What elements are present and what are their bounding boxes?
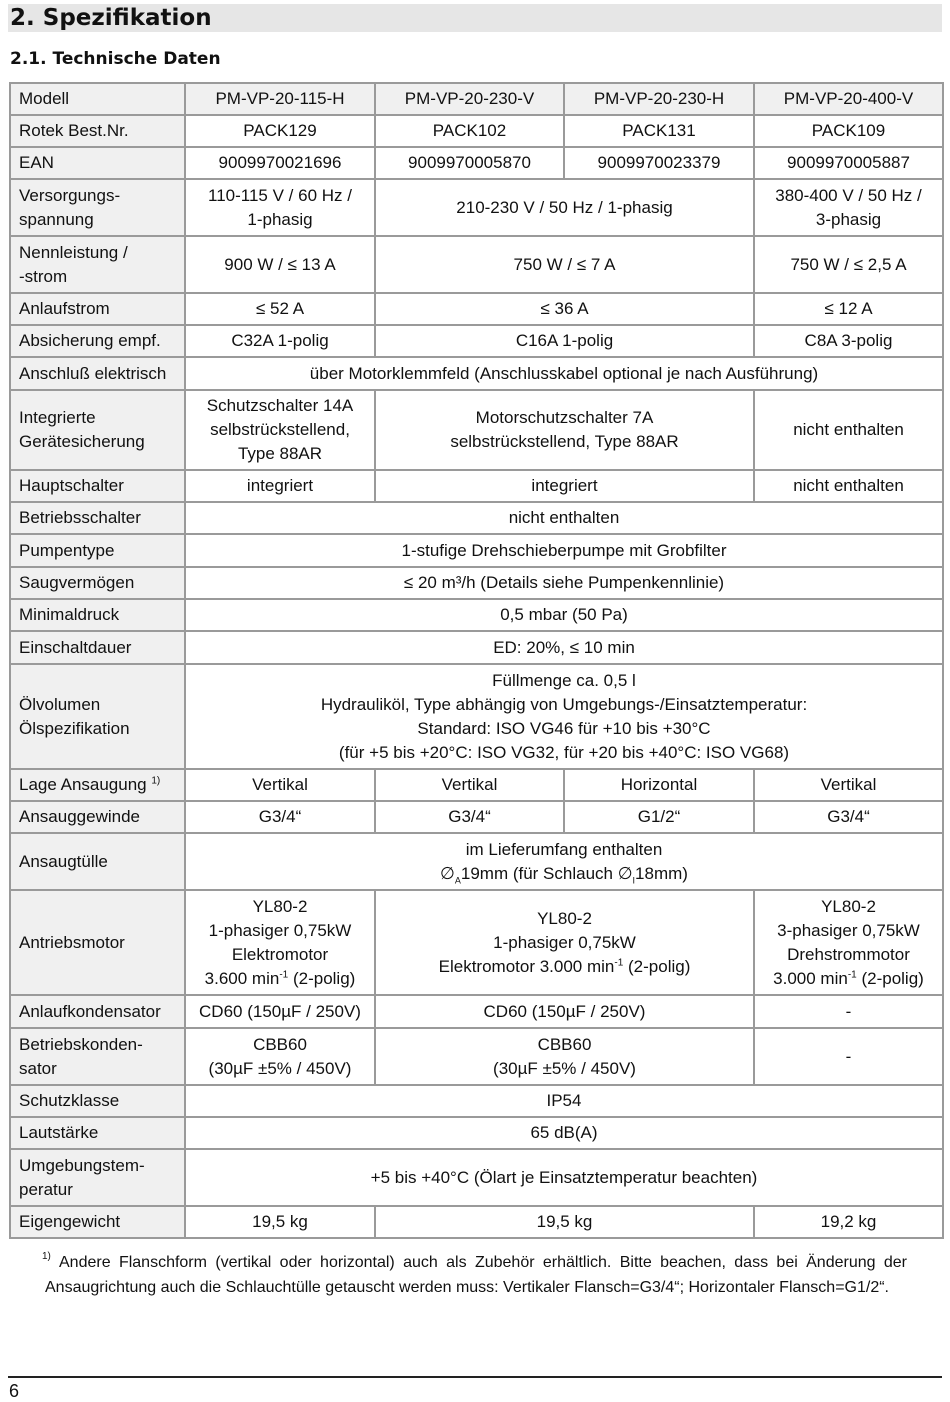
footnote: [42, 1250, 907, 1300]
table-cell: ≤ 12 A: [754, 293, 943, 325]
table-cell: G3/4“: [185, 801, 375, 833]
table-cell: 380-400 V / 50 Hz / 3-phasig: [754, 179, 943, 236]
table-cell: 900 W / ≤ 13 A: [185, 236, 375, 293]
row-label: Rotek Best.Nr.: [10, 115, 185, 147]
row-label: Lautstärke: [10, 1117, 185, 1149]
table-cell: ≤ 36 A: [375, 293, 754, 325]
row-label: Einschaltdauer: [10, 631, 185, 664]
table-row-power: [10, 236, 943, 293]
row-label: Ölvolumen Ölspezifikation: [10, 664, 185, 769]
table-cell: CD60 (150µF / 250V): [185, 995, 375, 1028]
table-row-pump-type: [10, 534, 943, 567]
row-label: Versorgungs- spannung: [10, 179, 185, 236]
footnote-text: Andere Flanschform (vertikal oder horizontal) auch als Zubehör erhältlich. Bitte beachen, dass bei Änderung der Ansaugrichtung auch die Schlauchtülle getauscht werden muss: Vertikaler Flansch=G3/4“; Horizontaler Flansch=G1/2“.: [45, 1254, 907, 1296]
table-row-supply: [10, 179, 943, 236]
row-label: Integrierte Gerätesicherung: [10, 390, 185, 470]
table-cell: YL80-2 3-phasiger 0,75kW Drehstrommotor 3.000 $\min^{-1}$ (2-polig): [754, 890, 943, 995]
table-cell: nicht enthalten: [754, 390, 943, 470]
footer-rule: [8, 1376, 942, 1378]
table-row-ambient: [10, 1149, 943, 1206]
table-cell: Horizontal: [564, 769, 754, 801]
row-label: Ansaugtülle: [10, 833, 185, 890]
table-row-suction: [10, 567, 943, 599]
table-cell: G1/2“: [564, 801, 754, 833]
table-row-motor: [10, 890, 943, 995]
table-cell: 0,5 mbar (50 Pa): [185, 599, 943, 631]
table-cell: im Lieferumfang enthalten $\emptyset_A19mm$ (für Schlauch $\emptyset_I18mm$): [185, 833, 943, 890]
table-row-connection: [10, 357, 943, 390]
table-cell: 750 W / ≤ 7 A: [375, 236, 754, 293]
model-cell: PM-VP-20-230-H: [564, 83, 754, 115]
diameter-icon: ∅: [440, 863, 455, 883]
table-row-intake-position: [10, 769, 943, 801]
table-row-run-capacitor: [10, 1028, 943, 1085]
footnote-marker: 1): [42, 1251, 51, 1262]
table-cell: Motorschutzschalter 7A selbstrückstellend, Type 88AR: [375, 390, 754, 470]
table-row-oil: [10, 664, 943, 769]
subsection-heading: 2.1. Technische Daten: [10, 49, 221, 69]
table-row-order-number: [10, 115, 943, 147]
row-label: Anschluß elektrisch: [10, 357, 185, 390]
table-cell: 750 W / ≤ 2,5 A: [754, 236, 943, 293]
table-cell: 110-115 V / 60 Hz / 1-phasig: [185, 179, 375, 236]
table-cell: ED: 20%, ≤ 10 min: [185, 631, 943, 664]
table-cell: -: [754, 1028, 943, 1085]
table-row-noise: [10, 1117, 943, 1149]
table-cell: 9009970005870: [375, 147, 564, 179]
row-label: Ansauggewinde: [10, 801, 185, 833]
table-cell: über Motorklemmfeld (Anschlusskabel optional je nach Ausführung): [185, 357, 943, 390]
table-cell: 1-stufige Drehschieberpumpe mit Grobfilter: [185, 534, 943, 567]
row-label: Betriebsschalter: [10, 502, 185, 534]
table-cell: 19,5 kg: [185, 1206, 375, 1238]
table-cell: 9009970021696: [185, 147, 375, 179]
section-heading: 2. Spezifikation: [8, 4, 942, 32]
table-cell: 210-230 V / 50 Hz / 1-phasig: [375, 179, 754, 236]
table-row-main-switch: [10, 470, 943, 502]
table-cell: Vertikal: [754, 769, 943, 801]
row-label: Umgebungstem- peratur: [10, 1149, 185, 1206]
table-cell: 65 dB(A): [185, 1117, 943, 1149]
table-cell: CBB60 (30µF ±5% / 450V): [375, 1028, 754, 1085]
table-cell: PACK129: [185, 115, 375, 147]
table-row-duty: [10, 631, 943, 664]
row-label: EAN: [10, 147, 185, 179]
spec-table: [9, 82, 944, 1239]
row-label: Schutzklasse: [10, 1085, 185, 1117]
table-cell: YL80-2 1-phasiger 0,75kW Elektromotor 3.600 $\min^{-1}$ (2-polig): [185, 890, 375, 995]
table-cell: CBB60 (30µF ±5% / 450V): [185, 1028, 375, 1085]
model-cell: PM-VP-20-115-H: [185, 83, 375, 115]
row-label: Betriebskonden- sator: [10, 1028, 185, 1085]
row-label: Nennleistung / -strom: [10, 236, 185, 293]
row-label: Anlaufkondensator: [10, 995, 185, 1028]
table-row-protection: [10, 390, 943, 470]
table-cell: 9009970023379: [564, 147, 754, 179]
table-cell: C8A 3-polig: [754, 325, 943, 357]
table-cell: G3/4“: [754, 801, 943, 833]
table-row-weight: [10, 1206, 943, 1238]
table-row-intake-thread: [10, 801, 943, 833]
table-row-nozzle: [10, 833, 943, 890]
table-cell: 19,2 kg: [754, 1206, 943, 1238]
row-label: Lage Ansaugung $^{1)}$: [10, 769, 185, 801]
table-cell: Füllmenge ca. 0,5 l Hydrauliköl, Type abhängig von Umgebungs-/Einsatztemperatur: Standard: ISO VG46 für +10 bis +30°C (für +5 bis +20°C: ISO VG32, für +20 bis +40°C: ISO VG68): [185, 664, 943, 769]
model-cell: PM-VP-20-400-V: [754, 83, 943, 115]
row-label: Saugvermögen: [10, 567, 185, 599]
table-cell: C16A 1-polig: [375, 325, 754, 357]
table-cell: ≤ 52 A: [185, 293, 375, 325]
row-label: Antriebsmotor: [10, 890, 185, 995]
table-cell: Schutzschalter 14A selbstrückstellend, Type 88AR: [185, 390, 375, 470]
row-label: Hauptschalter: [10, 470, 185, 502]
table-cell: C32A 1-polig: [185, 325, 375, 357]
table-cell: CD60 (150µF / 250V): [375, 995, 754, 1028]
footnote-marker: 1): [151, 775, 161, 787]
table-cell: -: [754, 995, 943, 1028]
table-row-model: [10, 83, 943, 115]
table-cell: +5 bis +40°C (Ölart je Einsatztemperatur beachten): [185, 1149, 943, 1206]
table-cell: Vertikal: [185, 769, 375, 801]
row-label: Modell: [10, 83, 185, 115]
table-cell: integriert: [375, 470, 754, 502]
table-row-min-pressure: [10, 599, 943, 631]
table-cell: nicht enthalten: [754, 470, 943, 502]
table-cell: ≤ 20 m³/h (Details siehe Pumpenkennlinie): [185, 567, 943, 599]
table-cell: PACK102: [375, 115, 564, 147]
table-cell: G3/4“: [375, 801, 564, 833]
table-row-ean: [10, 147, 943, 179]
table-cell: 9009970005887: [754, 147, 943, 179]
row-label: Anlaufstrom: [10, 293, 185, 325]
table-cell: PACK131: [564, 115, 754, 147]
table-cell: Vertikal: [375, 769, 564, 801]
diameter-icon: ∅: [617, 863, 633, 883]
table-cell: PACK109: [754, 115, 943, 147]
table-row-start-current: [10, 293, 943, 325]
table-cell: integriert: [185, 470, 375, 502]
table-cell: 19,5 kg: [375, 1206, 754, 1238]
table-cell: YL80-2 1-phasiger 0,75kW Elektromotor 3.000 $\min^{-1}$ (2-polig): [375, 890, 754, 995]
table-row-operating-switch: [10, 502, 943, 534]
table-cell: nicht enthalten: [185, 502, 943, 534]
row-label: Pumpentype: [10, 534, 185, 567]
row-label: Absicherung empf.: [10, 325, 185, 357]
row-label: Eigengewicht: [10, 1206, 185, 1238]
page-number: 6: [9, 1381, 20, 1401]
table-cell: IP54: [185, 1085, 943, 1117]
table-row-ip-class: [10, 1085, 943, 1117]
model-cell: PM-VP-20-230-V: [375, 83, 564, 115]
table-row-start-capacitor: [10, 995, 943, 1028]
row-label: Minimaldruck: [10, 599, 185, 631]
table-row-fuse: [10, 325, 943, 357]
